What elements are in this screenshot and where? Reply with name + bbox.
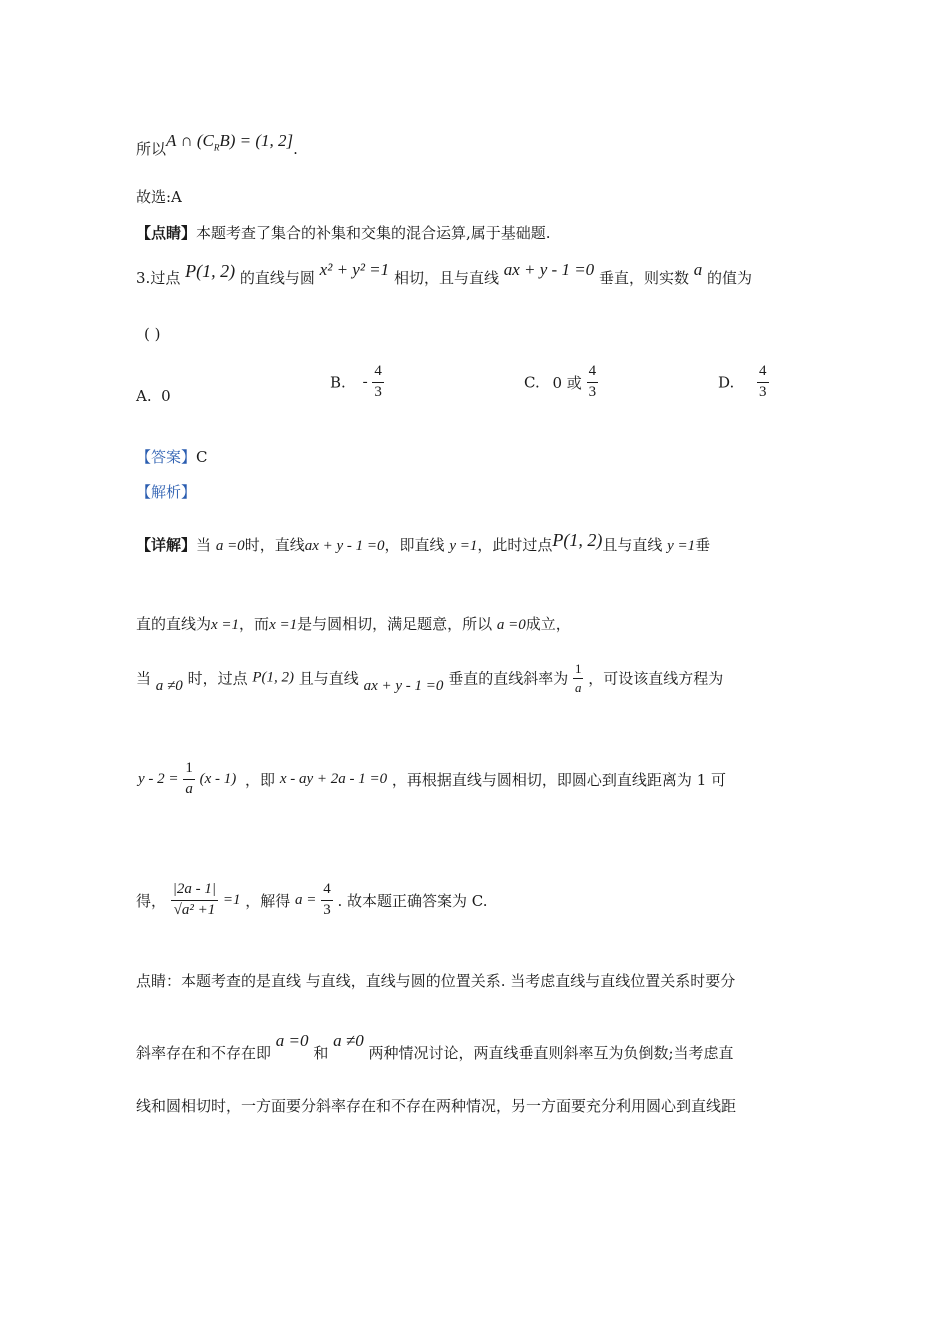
option-label: B. xyxy=(330,373,346,392)
denominator: √a² +1 xyxy=(173,901,216,918)
text: 当 xyxy=(196,536,212,554)
text: ，即 xyxy=(245,770,276,789)
text: 过点 xyxy=(150,269,181,287)
question-number: 3. xyxy=(136,269,151,287)
denominator: 3 xyxy=(374,383,382,400)
math-point: P(1, 2) xyxy=(185,261,236,281)
text: ，即直线 xyxy=(384,536,445,554)
numerator: 1 xyxy=(573,662,584,679)
answer-line xyxy=(136,450,208,465)
option-label: A. xyxy=(136,387,152,405)
detail-line-2 xyxy=(136,617,571,633)
math: a = xyxy=(295,891,317,908)
fraction xyxy=(321,882,333,919)
option-c xyxy=(524,364,598,401)
math: a =0 xyxy=(275,1031,309,1050)
numerator: |2a - 1| xyxy=(171,882,218,901)
text: 时，直线 xyxy=(244,536,305,554)
math-expression: A ∩ (C xyxy=(166,131,214,150)
text: . 故本题正确答案为 C. xyxy=(337,891,488,910)
text: 和 xyxy=(313,1044,329,1062)
text: 两种情况讨论，两直线垂直则斜率互为负倒数;当考虑直 xyxy=(368,1044,734,1062)
option-label: D. xyxy=(718,373,735,392)
detail-line-4 xyxy=(138,761,726,798)
subscript: R xyxy=(213,142,220,153)
option-value: 0 xyxy=(161,387,171,405)
math: (x - 1) xyxy=(199,770,237,787)
text: 得， xyxy=(136,891,167,910)
math-variable: a xyxy=(693,260,703,279)
fraction xyxy=(171,882,218,919)
text: 且与直线 xyxy=(602,536,663,554)
text: 是与圆相切，满足题意，所以 xyxy=(297,615,493,633)
text: 垂直的直线斜率为 xyxy=(448,669,569,688)
question-3-paren: ( ) xyxy=(144,325,161,343)
option-a xyxy=(136,389,171,404)
line-2: 故选:A xyxy=(136,188,182,206)
answer-label: 【答案】 xyxy=(136,448,197,466)
text: 且与直线 xyxy=(298,669,359,688)
text: ，解得 xyxy=(245,891,291,910)
numerator: 4 xyxy=(587,364,599,383)
denominator: a xyxy=(574,679,582,695)
option-label: C. xyxy=(524,373,540,392)
line-3 xyxy=(136,226,551,241)
numerator: 4 xyxy=(321,882,333,901)
minus-sign: - xyxy=(362,373,368,390)
remark-line-1: 点睛：本题考查的是直线 与直线，直线与圆的位置关系. 当考虑直线与直线位置关系时要分 xyxy=(136,972,736,990)
text: ，而 xyxy=(239,615,270,633)
math: y =1 xyxy=(449,538,478,554)
fraction xyxy=(757,364,769,401)
denominator: a xyxy=(185,780,193,797)
text: 成立， xyxy=(525,615,571,633)
math: x =1 xyxy=(269,617,298,633)
math: a ≠0 xyxy=(333,1031,364,1050)
option-text: 0 或 xyxy=(552,373,582,392)
denominator: 3 xyxy=(759,383,767,400)
text: 当 xyxy=(136,669,152,688)
math-expression: B) = (1, 2] xyxy=(219,131,294,150)
line-1 xyxy=(136,131,298,160)
option-b xyxy=(330,364,384,401)
denominator: 3 xyxy=(323,901,331,918)
numerator: 1 xyxy=(183,761,195,780)
option-d xyxy=(718,364,769,401)
question-3 xyxy=(136,260,753,287)
math: ax + y - 1 =0 xyxy=(304,538,385,554)
text: 垂 xyxy=(695,536,711,554)
numerator: 4 xyxy=(372,364,384,383)
text: 斜率存在和不存在即 xyxy=(136,1044,272,1062)
denominator: 3 xyxy=(588,383,597,400)
math-line-equation: ax + y - 1 =0 xyxy=(503,260,595,279)
text: 本题考查了集合的补集和交集的混合运算,属于基础题. xyxy=(196,224,551,242)
analysis-line xyxy=(136,485,196,500)
fraction xyxy=(372,364,384,401)
math-circle-equation: x² + y² =1 xyxy=(319,260,390,279)
detail-line-3 xyxy=(136,662,723,695)
math: a =0 xyxy=(215,538,245,554)
numerator: 4 xyxy=(757,364,769,383)
math: P(1, 2) xyxy=(552,530,603,550)
text: 所以 xyxy=(136,140,167,158)
math: y =1 xyxy=(667,538,696,554)
math: x - ay + 2a - 1 =0 xyxy=(279,770,388,787)
text: 的值为 xyxy=(707,269,753,287)
math: a =0 xyxy=(496,617,526,633)
math: x =1 xyxy=(211,617,240,633)
text: 相切，且与直线 xyxy=(393,269,499,287)
text: 直的直线为 xyxy=(136,615,212,633)
text: ，再根据直线与圆相切，即圆心到直线距离为 1 可 xyxy=(391,770,727,789)
remark-line-3: 线和圆相切时，一方面要分斜率存在和不存在两种情况，另一方面要充分利用圆心到直线距 xyxy=(136,1097,737,1115)
fraction xyxy=(573,662,584,694)
fraction xyxy=(587,364,599,401)
answer-value: C xyxy=(196,448,208,466)
bracket-label: 【点睛】 xyxy=(136,224,197,242)
analysis-label: 【解析】 xyxy=(136,483,197,501)
detail-line-5 xyxy=(136,882,487,919)
fraction xyxy=(183,761,195,798)
text: ，此时过点 xyxy=(477,536,553,554)
math: y - 2 = xyxy=(138,770,179,787)
math: =1 xyxy=(222,891,241,908)
text: 垂直，则实数 xyxy=(598,269,689,287)
text: ，可设该直线方程为 xyxy=(588,669,724,688)
math: ax + y - 1 =0 xyxy=(363,678,444,695)
math: P(1, 2) xyxy=(252,669,295,686)
period: . xyxy=(293,140,298,158)
text: 时，过点 xyxy=(187,669,248,688)
detail-label: 【详解】 xyxy=(136,536,197,554)
math: a ≠0 xyxy=(155,678,183,695)
remark-line-2 xyxy=(136,1031,734,1062)
detail-line-1 xyxy=(136,530,711,554)
text: 的直线与圆 xyxy=(239,269,315,287)
